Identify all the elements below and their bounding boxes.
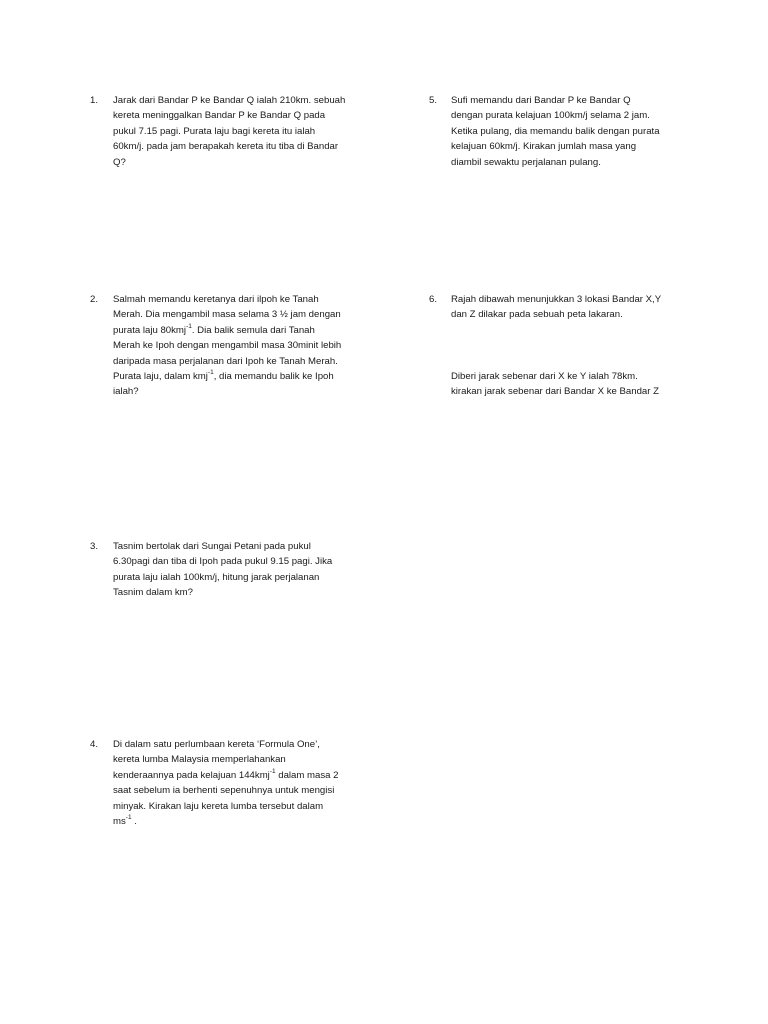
question-line (113, 554, 332, 569)
question-number: 5. (429, 95, 438, 106)
question-number: 1. (90, 95, 99, 106)
question-line (451, 108, 660, 123)
text-segment: Jarak dari Bandar P ke Bandar Q ialah 210km. sebuah (113, 95, 346, 106)
question-text (451, 292, 661, 400)
question-line (451, 307, 661, 322)
question-line (451, 369, 661, 384)
question-line (113, 799, 339, 814)
superscript: -1 (269, 767, 276, 775)
question-line (113, 139, 345, 154)
text-segment: ialah? (113, 386, 139, 398)
question-line (113, 323, 341, 338)
question-line (113, 737, 339, 752)
question-text (451, 93, 660, 170)
text-segment: Rajah dibawah menunjukkan 3 lokasi Bandar X,Y (451, 294, 662, 305)
question-line (113, 292, 341, 307)
text-segment: purata laju 80kmj (113, 324, 187, 336)
blank-line (451, 323, 661, 338)
question-line (113, 539, 332, 554)
text-segment: kereta lumba Malaysia memperlahankan (113, 754, 286, 766)
text-segment: kereta meninggalkan Bandar P ke Bandar Q pada (113, 110, 326, 122)
text-segment: . (131, 816, 137, 828)
text-segment: ms (113, 816, 126, 828)
question-line (113, 814, 339, 829)
question-number: 6. (429, 294, 438, 305)
text-segment: pukul 7.15 pagi. Purata laju bagi kereta itu ialah (113, 125, 316, 137)
question-text (113, 737, 339, 829)
question-text (113, 93, 345, 170)
question-line (451, 93, 660, 108)
text-segment: Salmah memandu keretanya dari ilpoh ke Tanah (113, 294, 319, 305)
text-segment: . Dia balik semula dari Tanah (191, 324, 315, 336)
text-segment: Diberi jarak sebenar dari X ke Y ialah 78km. (451, 370, 638, 382)
text-segment: Q? (113, 156, 126, 168)
blank-line (451, 354, 661, 369)
question-line (113, 570, 332, 585)
text-segment: Merah ke Ipoh dengan mengambil masa 30minit lebih (113, 340, 342, 352)
text-segment: Merah. Dia mengambil masa selama 3 ½ jam dengan (113, 309, 341, 321)
text-segment: 6.30pagi dan tiba di Ipoh pada pukul 9.15 pagi. Jika (113, 556, 333, 568)
text-segment: daripada masa perjalanan dari Ipoh ke Tanah Merah. (113, 355, 338, 367)
question-line (113, 338, 341, 353)
text-segment: Purata laju, dalam kmj (113, 371, 208, 383)
text-segment: Di dalam satu perlumbaan kereta ‘Formula One’, (113, 739, 320, 750)
question-line (451, 124, 660, 139)
question-line (451, 292, 661, 307)
question-number: 4. (90, 739, 99, 750)
blank-line (451, 338, 661, 353)
text-segment: kelajuan 60km/j. Kirakan jumlah masa yang (451, 141, 637, 153)
superscript: -1 (207, 368, 214, 376)
text-segment: Ketika pulang, dia memandu balik dengan purata (451, 125, 660, 137)
text-segment: 60km/j. pada jam berapakah kereta itu tiba di Bandar (113, 141, 339, 153)
question-line (113, 752, 339, 767)
question-text (113, 292, 341, 400)
question-line (451, 384, 661, 399)
question-line (113, 307, 341, 322)
text-segment: diambil sewaktu perjalanan pulang. (451, 156, 601, 168)
text-segment: minyak. Kirakan laju kereta lumba tersebut dalam (113, 800, 324, 812)
text-segment: dalam masa 2 (275, 769, 339, 781)
question-line (113, 585, 332, 600)
question-line (113, 768, 339, 783)
question-number: 2. (90, 294, 99, 305)
question-number: 3. (90, 541, 99, 552)
text-segment: dengan purata kelajuan 100km/j selama 2 jam. (451, 110, 650, 122)
question-text (113, 539, 332, 601)
question-line (451, 155, 660, 170)
question-line (113, 354, 341, 369)
text-segment: purata laju ialah 100km/j, hitung jarak perjalanan (113, 571, 320, 583)
text-segment: dan Z dilakar pada sebuah peta lakaran. (451, 309, 623, 321)
text-segment: Tasnim dalam km? (113, 587, 193, 599)
text-segment: kenderaannya pada kelajuan 144kmj (113, 769, 270, 781)
question-line (113, 384, 341, 399)
question-line (113, 93, 345, 108)
text-segment: saat sebelum ia berhenti sepenuhnya untuk mengisi (113, 785, 335, 797)
text-segment: kirakan jarak sebenar dari Bandar X ke Bandar Z (451, 386, 659, 398)
question-line (113, 369, 341, 384)
question-line (113, 155, 345, 170)
question-line (113, 783, 339, 798)
superscript: -1 (125, 813, 132, 821)
text-segment: Sufi memandu dari Bandar P ke Bandar Q (451, 95, 631, 106)
question-line (451, 139, 660, 154)
text-segment: Tasnim bertolak dari Sungai Petani pada pukul (113, 541, 311, 552)
superscript: -1 (186, 322, 192, 330)
question-line (113, 108, 345, 123)
text-segment: , dia memandu balik ke Ipoh (213, 371, 334, 383)
question-line (113, 124, 345, 139)
